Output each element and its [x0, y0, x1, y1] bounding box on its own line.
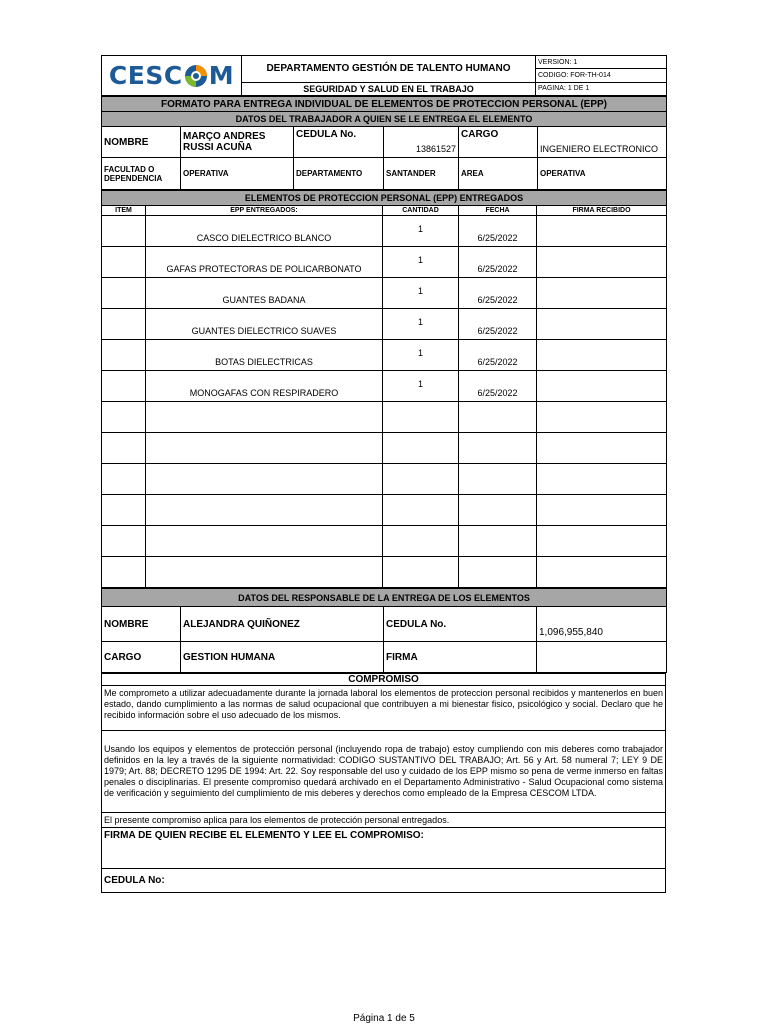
- epp-table-row: [102, 526, 667, 557]
- epp-signature-cell[interactable]: [537, 278, 667, 309]
- responsible-role-label: CARGO: [102, 642, 181, 673]
- epp-quantity-cell: [383, 464, 459, 495]
- epp-quantity-cell: [383, 526, 459, 557]
- epp-quantity-cell: [383, 402, 459, 433]
- responsible-section-table: [101, 588, 667, 673]
- epp-quantity-cell: 1: [383, 340, 459, 371]
- epp-signature-cell[interactable]: [537, 495, 667, 526]
- epp-date-cell: 6/25/2022: [459, 247, 537, 278]
- epp-quantity-cell: [383, 495, 459, 526]
- epp-name-cell: GUANTES DIELECTRICO SUAVES: [146, 309, 383, 340]
- epp-name-cell: MONOGAFAS CON RESPIRADERO: [146, 371, 383, 402]
- code-label: CODIGO: FOR-TH-014: [536, 69, 667, 82]
- logo-text-left: CESC: [108, 61, 183, 90]
- epp-date-cell: 6/25/2022: [459, 371, 537, 402]
- epp-table-row: [102, 309, 667, 340]
- epp-date-cell: [459, 402, 537, 433]
- epp-quantity-cell: 1: [383, 247, 459, 278]
- epp-date-cell: 6/25/2022: [459, 278, 537, 309]
- epp-table-body: [102, 216, 667, 588]
- epp-signature-cell[interactable]: [537, 340, 667, 371]
- epp-name-cell: [146, 495, 383, 526]
- epp-signature-cell[interactable]: [537, 464, 667, 495]
- epp-date-cell: 6/25/2022: [459, 309, 537, 340]
- epp-item-cell: [102, 371, 146, 402]
- epp-column-headers: [102, 206, 667, 216]
- area-value: OPERATIVA: [538, 158, 667, 190]
- epp-table-row: [102, 216, 667, 247]
- department-title: DEPARTAMENTO GESTIÓN DE TALENTO HUMANO: [242, 56, 536, 83]
- epp-quantity-cell: 1: [383, 371, 459, 402]
- commitment-paragraph-2: Usando los equipos y elementos de protección personal (incluyendo ropa de trabajo) estoy cumpliendo con mis deberes como trabajador definidos en la ley a través de la siguiente normatividad: CODIGO SUSTANTIVO DEL TRABAJO; Art. 56 y Art. 58 numeral 7; LEY 9 DE 1979; Art. 88; DECRETO 1295 DE 1994: Art. 22. Soy responsable del uso y cuidado de los EPP mismo so pena de verme inmerso en faltas penales o disciplinarias. El presente compromiso quedará archivado en el Departamento Administrativo - Salud Ocupacional como sistema de verificación y seguimiento del cumplimiento de mis deberes y derechos como empleado de la Empresa CESCOM LTDA.: [102, 731, 666, 813]
- logo-text-right: M: [208, 61, 235, 90]
- epp-table-row: [102, 371, 667, 402]
- epp-table-row: [102, 495, 667, 526]
- epp-name-cell: [146, 464, 383, 495]
- epp-quantity-cell: 1: [383, 216, 459, 247]
- area-label: AREA: [459, 158, 538, 190]
- epp-date-cell: [459, 464, 537, 495]
- responsible-name-label: NOMBRE: [102, 607, 181, 642]
- responsible-signature-label: FIRMA: [384, 642, 537, 673]
- company-logo: [102, 56, 242, 96]
- responsible-name-value: ALEJANDRA QUIÑONEZ: [181, 607, 384, 642]
- epp-date-cell: [459, 433, 537, 464]
- epp-item-cell: [102, 278, 146, 309]
- worker-name-value: MARÇO ANDRES RUSSI ACUÑA: [181, 127, 294, 158]
- column-header-date: FECHA: [459, 206, 537, 216]
- epp-table-row: [102, 402, 667, 433]
- commitment-paragraph-3: El presente compromiso aplica para los elementos de protección personal entregados.: [102, 813, 666, 828]
- form-title: FORMATO PARA ENTREGA INDIVIDUAL DE ELEMENTOS DE PROTECCION PERSONAL (EPP): [102, 97, 667, 112]
- subdepartment-title: SEGURIDAD Y SALUD EN EL TRABAJO: [242, 82, 536, 95]
- epp-signature-cell[interactable]: [537, 371, 667, 402]
- commitment-section-table: [101, 673, 666, 893]
- commitment-title: COMPROMISO: [102, 674, 666, 686]
- worker-section-title: DATOS DEL TRABAJADOR A QUIEN SE LE ENTREGA EL ELEMENTO: [102, 112, 667, 127]
- epp-date-cell: [459, 495, 537, 526]
- page-footer: Página 1 de 5: [353, 1013, 415, 1024]
- epp-item-cell: [102, 247, 146, 278]
- column-header-epp: EPP ENTREGADOS:: [146, 206, 383, 216]
- epp-signature-cell[interactable]: [537, 557, 667, 588]
- epp-quantity-cell: [383, 433, 459, 464]
- epp-item-cell: [102, 340, 146, 371]
- epp-signature-cell[interactable]: [537, 526, 667, 557]
- epp-name-cell: [146, 557, 383, 588]
- epp-table: [101, 190, 667, 588]
- faculty-value: OPERATIVA: [181, 158, 294, 190]
- epp-table-row: [102, 340, 667, 371]
- epp-signature-cell[interactable]: [537, 309, 667, 340]
- epp-item-cell: [102, 526, 146, 557]
- epp-date-cell: [459, 526, 537, 557]
- worker-role-label: CARGO: [459, 127, 538, 158]
- epp-item-cell: [102, 557, 146, 588]
- globe-icon: [184, 64, 208, 88]
- responsible-id-label: CEDULA No.: [384, 607, 537, 642]
- epp-name-cell: GAFAS PROTECTORAS DE POLICARBONATO: [146, 247, 383, 278]
- worker-name-label: NOMBRE: [102, 127, 181, 158]
- responsible-section-title: DATOS DEL RESPONSABLE DE LA ENTREGA DE LOS ELEMENTOS: [102, 589, 667, 607]
- epp-table-row: [102, 433, 667, 464]
- commitment-paragraph-1: Me comprometo a utilizar adecuadamente durante la jornada laboral los elementos de proteccion personal recibidos y mantenerlos en buen estado, dando cumplimiento a las normas de salud ocupacional que contribuyen a mi bienestar fisico, psicológico y social. Declaro que he recibido información sobre el uso adecuado de los mismos.: [102, 686, 666, 731]
- epp-item-cell: [102, 309, 146, 340]
- epp-signature-cell[interactable]: [537, 247, 667, 278]
- epp-quantity-cell: [383, 557, 459, 588]
- epp-item-cell: [102, 495, 146, 526]
- epp-name-cell: [146, 433, 383, 464]
- epp-signature-cell[interactable]: [537, 216, 667, 247]
- responsible-signature-field[interactable]: [537, 642, 667, 673]
- epp-table-row: [102, 247, 667, 278]
- epp-item-cell: [102, 464, 146, 495]
- epp-signature-cell[interactable]: [537, 402, 667, 433]
- epp-name-cell: GUANTES BADANA: [146, 278, 383, 309]
- column-header-signature: FIRMA RECIBIDO: [537, 206, 667, 216]
- epp-name-cell: [146, 402, 383, 433]
- epp-form-sheet: [101, 55, 666, 893]
- worker-id-value: 13861527: [384, 127, 459, 158]
- column-header-item: ITEM: [102, 206, 146, 216]
- epp-table-row: [102, 464, 667, 495]
- epp-quantity-cell: 1: [383, 278, 459, 309]
- department-value: SANTANDER: [384, 158, 459, 190]
- epp-item-cell: [102, 216, 146, 247]
- epp-section-title: ELEMENTOS DE PROTECCION PERSONAL (EPP) ENTREGADOS: [102, 191, 667, 206]
- epp-item-cell: [102, 433, 146, 464]
- page-count-label: PAGINA: 1 DE 1: [536, 82, 667, 95]
- epp-quantity-cell: 1: [383, 309, 459, 340]
- epp-date-cell: 6/25/2022: [459, 216, 537, 247]
- column-header-quantity: CANTIDAD: [383, 206, 459, 216]
- epp-table-row: [102, 557, 667, 588]
- version-label: VERSION: 1: [536, 56, 667, 69]
- epp-signature-cell[interactable]: [537, 433, 667, 464]
- worker-role-value: INGENIERO ELECTRONICO: [538, 127, 667, 158]
- epp-name-cell: [146, 526, 383, 557]
- worker-id-label: CEDULA No.: [294, 127, 384, 158]
- epp-date-cell: [459, 557, 537, 588]
- epp-date-cell: 6/25/2022: [459, 340, 537, 371]
- responsible-role-value: GESTION HUMANA: [181, 642, 384, 673]
- receiver-id-field[interactable]: CEDULA No:: [102, 869, 666, 893]
- epp-item-cell: [102, 402, 146, 433]
- worker-section-table: [101, 96, 667, 190]
- epp-table-row: [102, 278, 667, 309]
- department-label: DEPARTAMENTO: [294, 158, 384, 190]
- form-header-table: [101, 55, 667, 96]
- epp-name-cell: BOTAS DIELECTRICAS: [146, 340, 383, 371]
- epp-name-cell: CASCO DIELECTRICO BLANCO: [146, 216, 383, 247]
- faculty-label: FACULTAD O DEPENDENCIA: [102, 158, 181, 190]
- receiver-signature-field[interactable]: FIRMA DE QUIEN RECIBE EL ELEMENTO Y LEE EL COMPROMISO:: [102, 828, 666, 869]
- responsible-id-value: 1,096,955,840: [537, 607, 667, 642]
